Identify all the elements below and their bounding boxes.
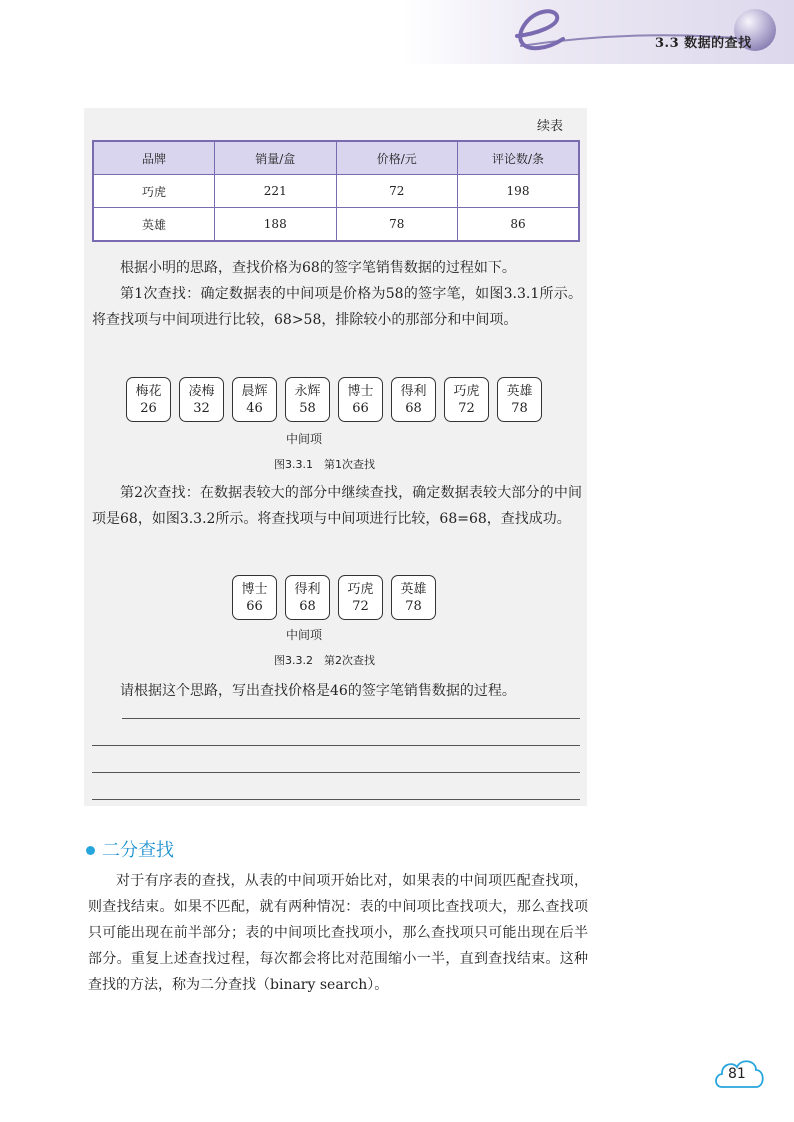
card-price: 78 bbox=[405, 598, 422, 614]
card-price: 66 bbox=[246, 598, 263, 614]
table-cell: 巧虎 bbox=[93, 175, 215, 208]
price-card bbox=[497, 377, 542, 422]
table-cell: 72 bbox=[336, 175, 458, 208]
column-header: 价格/元 bbox=[336, 141, 458, 175]
card-brand: 巧虎 bbox=[347, 581, 374, 597]
table-header-row bbox=[93, 141, 579, 175]
answer-line bbox=[122, 718, 580, 719]
table-row bbox=[93, 208, 579, 242]
card-brand: 得利 bbox=[400, 383, 427, 399]
card-brand: 博士 bbox=[347, 383, 374, 399]
price-card bbox=[126, 377, 171, 422]
section-title: 二分查找 bbox=[102, 840, 174, 861]
card-price: 68 bbox=[299, 598, 316, 614]
card-brand: 得利 bbox=[294, 581, 321, 597]
column-header: 评论数/条 bbox=[458, 141, 580, 175]
card-price: 58 bbox=[299, 400, 316, 416]
answer-line bbox=[92, 772, 580, 773]
section-body: 对于有序表的查找，从表的中间项开始比对，如果表的中间项匹配查找项，则查找结束。如果不匹配，就有两种情况：表的中间项比查找项大，那么查找项只可能出现在前半部分；表的中间项比查找项小，那么查找项只可能出现在后半部分。重复上述查找过程，每次都会将比对范围缩小一半，直到查找结束。这种查找的方法，称为二分查找（binary search）。 bbox=[88, 873, 588, 993]
answer-line bbox=[92, 745, 580, 746]
header-e-logo bbox=[505, 6, 575, 54]
table-cell: 198 bbox=[458, 175, 580, 208]
column-header: 品牌 bbox=[93, 141, 215, 175]
price-card bbox=[338, 377, 383, 422]
figure2-caption: 图3.3.2 第2次查找 bbox=[274, 654, 375, 667]
card-brand: 博士 bbox=[241, 581, 268, 597]
paragraph-step2: 第2次查找：在数据表较大的部分中继续查找，确定数据表较大部分的中间项是68，如图3.3.2所示。将查找项与中间项进行比较，68=68，查找成功。 bbox=[92, 485, 582, 527]
card-price: 46 bbox=[246, 400, 263, 416]
column-header: 销量/盒 bbox=[215, 141, 337, 175]
price-card bbox=[232, 377, 277, 422]
card-brand: 凌梅 bbox=[188, 383, 215, 399]
card-price: 32 bbox=[193, 400, 210, 416]
figure1-caption: 图3.3.1 第1次查找 bbox=[274, 458, 375, 471]
paragraph-intro: 根据小明的思路，查找价格为68的签字笔销售数据的过程如下。 bbox=[120, 260, 516, 276]
paragraph-step1: 第1次查找：确定数据表的中间项是价格为58的签字笔，如图3.3.1所示。将查找项与中间项进行比较，68>58，排除较小的那部分和中间项。 bbox=[92, 286, 582, 328]
table-row bbox=[93, 175, 579, 208]
figure1-card-row bbox=[126, 377, 550, 422]
table-cell: 221 bbox=[215, 175, 337, 208]
page-number: 81 bbox=[728, 1066, 746, 1082]
card-brand: 巧虎 bbox=[453, 383, 480, 399]
card-brand: 英雄 bbox=[400, 581, 427, 597]
middle-item-label: 中间项 bbox=[286, 432, 323, 446]
figure2-card-row bbox=[232, 575, 444, 620]
answer-line bbox=[92, 799, 580, 800]
paragraph-exercise: 请根据这个思路，写出查找价格是46的签字笔销售数据的过程。 bbox=[120, 683, 516, 699]
price-card bbox=[444, 377, 489, 422]
card-brand: 永辉 bbox=[294, 383, 321, 399]
sales-table bbox=[92, 140, 580, 242]
price-card bbox=[391, 575, 436, 620]
card-brand: 晨辉 bbox=[241, 383, 268, 399]
table-cell: 86 bbox=[458, 208, 580, 242]
card-brand: 梅花 bbox=[135, 383, 162, 399]
table-cell: 188 bbox=[215, 208, 337, 242]
price-card bbox=[338, 575, 383, 620]
table-cell: 78 bbox=[336, 208, 458, 242]
chapter-title: 3.3 数据的查找 bbox=[655, 36, 752, 51]
price-card bbox=[179, 377, 224, 422]
card-price: 72 bbox=[458, 400, 475, 416]
price-card-middle bbox=[285, 575, 330, 620]
table-caption: 续表 bbox=[537, 119, 564, 134]
price-card bbox=[391, 377, 436, 422]
card-price: 66 bbox=[352, 400, 369, 416]
card-price: 68 bbox=[405, 400, 422, 416]
price-card bbox=[232, 575, 277, 620]
card-price: 72 bbox=[352, 598, 369, 614]
price-card-middle bbox=[285, 377, 330, 422]
card-price: 26 bbox=[140, 400, 157, 416]
card-brand: 英雄 bbox=[506, 383, 533, 399]
table-cell: 英雄 bbox=[93, 208, 215, 242]
bullet-icon bbox=[86, 846, 95, 855]
middle-item-label: 中间项 bbox=[286, 628, 323, 642]
card-price: 78 bbox=[511, 400, 528, 416]
